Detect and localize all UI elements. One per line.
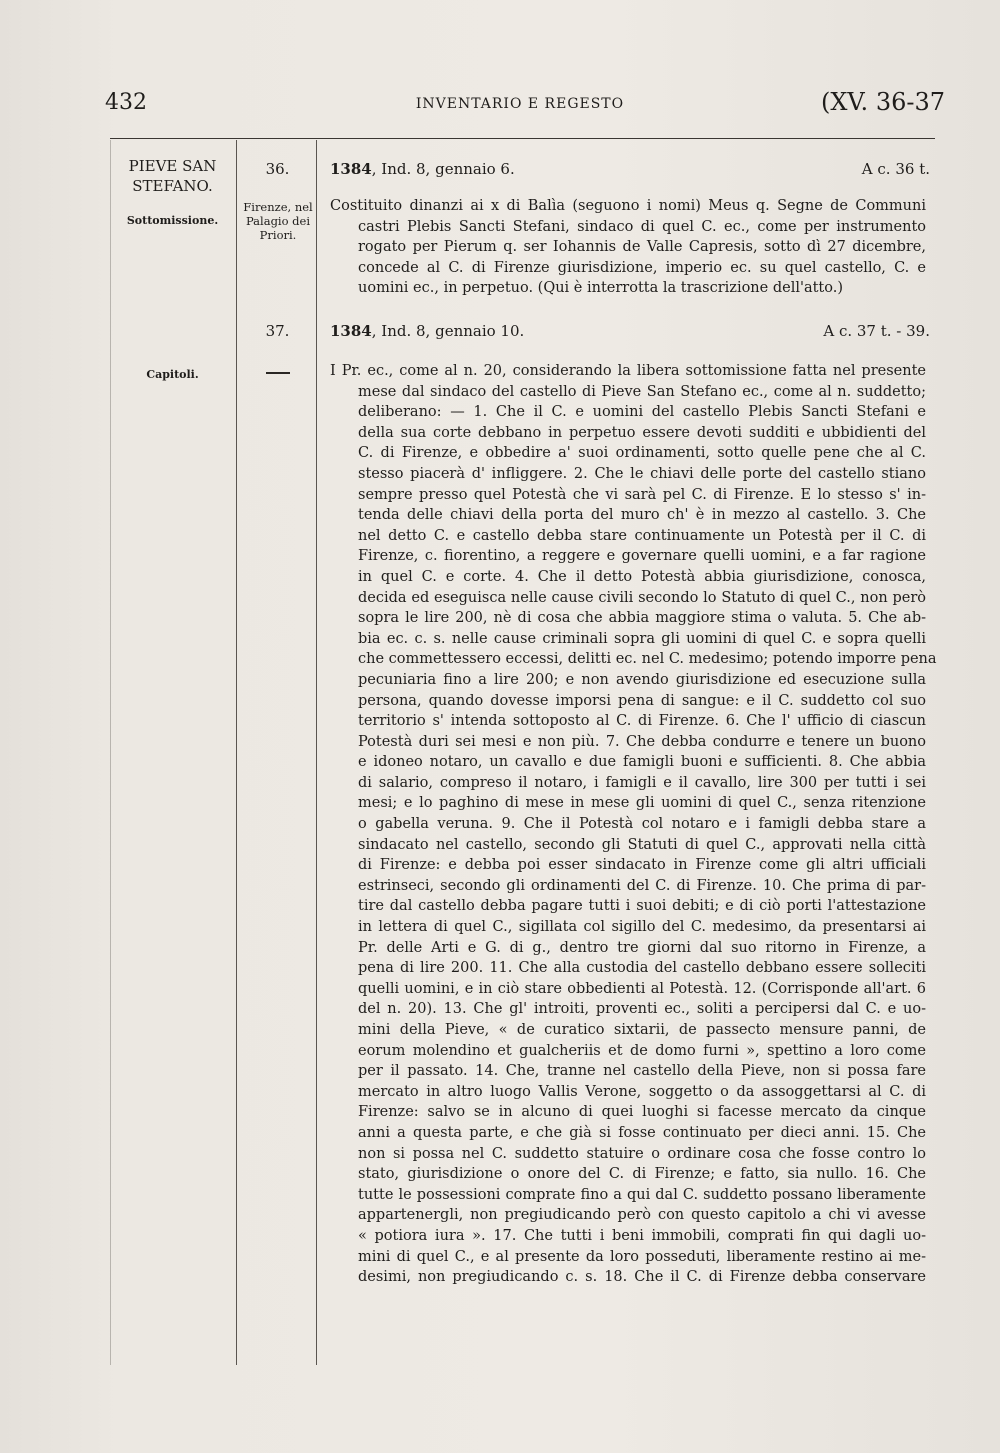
- entry-heading: [330, 160, 930, 178]
- text-line: Potestà duri sei mesi e non più. 7. Che debba condurre e tenere un buono: [358, 733, 926, 750]
- text-line: castri Plebis Sancti Stefani, sindaco di quel C. ec., come per instrumento: [358, 218, 926, 235]
- text-line: Pr. delle Arti e G. di g., dentro tre giorni dal suo ritorno in Firenze, a: [358, 939, 926, 956]
- text-line: decida ed eseguisca nelle cause civili secondo lo Statuto di quel C., non però: [358, 589, 926, 606]
- entry-number: 36.: [265, 160, 290, 178]
- text-line: « potiora iura ». 17. Che tutti i beni immobili, comprati fin qui dagli uo-: [358, 1227, 926, 1244]
- text-line: del n. 20). 13. Che gl' introiti, proventi ec., soliti a percipersi dal C. e uo-: [358, 1001, 926, 1018]
- text-line: rogato per Pierum q. ser Iohannis de Valle Capresis, sotto dì 27 dicembre,: [358, 239, 926, 256]
- text-line: Firenze, c. fiorentino, a reggere e governare quelli uomini, e a far ragione: [358, 548, 926, 565]
- text-line: estrinseci, secondo gli ordinamenti del C. di Firenze. 10. Che prima di par-: [358, 877, 926, 894]
- column-divider-outer: [110, 140, 111, 1365]
- text-line: sempre presso quel Potestà che vi sarà pel C. di Firenze. E lo stesso s' in-: [358, 486, 926, 503]
- text-line: mini di quel C., e al presente da loro posseduti, liberamente restino ai me-: [358, 1248, 926, 1265]
- margin-column: [110, 156, 235, 227]
- text-line: di salario, compreso il notaro, i famigli e il cavallo, lire 300 per tutti i sei: [358, 774, 926, 791]
- text-line: I Pr. ec., come al n. 20, considerando la libera sottomissione fatta nel presente: [330, 363, 926, 379]
- text-line: Firenze: salvo se in alcuno di quei luoghi si facesse mercato da cinque: [358, 1104, 926, 1121]
- entry-location: Firenze, nel Palagio dei Priori.: [243, 200, 313, 242]
- text-line: per il passato. 14. Che, tranne nel castello della Pieve, non si possa fare: [358, 1063, 926, 1080]
- entry-folio-ref: A c. 37 t. - 39.: [823, 322, 930, 340]
- text-line: anni a questa parte, e che già si fosse continuato per dieci anni. 15. Che: [358, 1124, 926, 1141]
- text-line: o gabella veruna. 9. Che il Potestà col notaro e i famigli debba stare a: [358, 816, 926, 833]
- text-line: stato, giurisdizione o onore del C. di Firenze; e fatto, sia nullo. 16. Che: [358, 1166, 926, 1183]
- text-line: tire dal castello debba pagare tutti i suoi debiti; e di ciò porti l'attestazione: [358, 898, 926, 915]
- text-line: pecuniaria fino a lire 200; e non avendo giurisdizione ed esecuzione sulla: [358, 671, 926, 688]
- text-line: in quel C. e corte. 4. Che il detto Potestà abbia giurisdizione, conosca,: [358, 568, 926, 585]
- text-line: appartenergli, non pregiudicando però con questo capitolo a chi vi avesse: [358, 1207, 926, 1224]
- text-line: non si possa nel C. suddetto statuire o ordinare cosa che fosse contro lo: [358, 1145, 926, 1162]
- text-line: deliberano: — 1. Che il C. e uomini del castello Plebis Sancti Stefani e: [358, 404, 926, 421]
- text-line: C. di Firenze, e obbedire a' suoi ordinamenti, sotto quelle pene che al C.: [358, 445, 926, 462]
- page-header: [105, 88, 945, 118]
- entry-year: 1384: [330, 160, 372, 178]
- topic-label: Sottomissione.: [126, 214, 219, 227]
- entry-text: [330, 196, 926, 299]
- text-line: nel detto C. e castello debba stare continuamente un Potestà per il C. di: [358, 527, 926, 544]
- text-line: tutte le possessioni comprate fino a qui dal C. suddetto possano liberamente: [358, 1186, 926, 1203]
- entry-heading: [330, 322, 930, 340]
- running-title: INVENTARIO E REGESTO: [415, 96, 625, 112]
- text-line: sopra le lire 200, nè di cosa che abbia maggiore stima o valuta. 5. Che ab-: [358, 610, 926, 627]
- entry-date: , Ind. 8, gennaio 6.: [371, 160, 515, 178]
- text-line: che commettessero eccessi, delitti ec. nel C. medesimo; potendo imporre pena: [358, 651, 937, 668]
- topic-label-2: Capitoli.: [146, 368, 199, 381]
- header-rule: [110, 138, 935, 139]
- place-name: PIEVE SAN STEFANO.: [128, 157, 217, 195]
- column-divider-left: [236, 140, 237, 1365]
- text-line: mese dal sindaco del castello di Pieve San Stefano ec., come al n. suddetto;: [358, 383, 926, 400]
- entry-year: 1384: [330, 322, 372, 340]
- text-line: e idoneo notaro, un cavallo e due famigli buoni e sufficienti. 8. Che abbia: [358, 754, 926, 771]
- text-line: quelli uomini, e in ciò stare obbedienti al Potestà. 12. (Corrisponde all'art. 6: [358, 980, 926, 997]
- text-line: mesi; e lo paghino di mese in mese gli uomini di quel C., senza ritenzione: [358, 795, 926, 812]
- text-line: bia ec. c. s. nelle cause criminali sopra gli uomini di quel C. e sopra quelli: [358, 630, 926, 647]
- page-number: 432: [105, 90, 147, 115]
- column-divider-middle: [316, 140, 317, 1365]
- text-line: eorum molendino et gualcheriis et de domo furni », spettino a loro come: [358, 1042, 926, 1059]
- section-reference: (XV. 36-37: [820, 88, 945, 116]
- text-line: territorio s' intenda sottoposto al C. di Firenze. 6. Che l' ufficio di ciascun: [358, 713, 926, 730]
- text-line: sindacato nel castello, secondo gli Statuti di quel C., approvati nella città: [358, 836, 926, 853]
- text-line: desimi, non pregiudicando c. s. 18. Che il C. di Firenze debba conservare: [358, 1269, 926, 1286]
- text-line: Costituito dinanzi ai x di Balìa (seguono i nomi) Meus q. Segne de Communi: [330, 198, 926, 214]
- text-line: pena di lire 200. 11. Che alla custodia del castello debbano essere solleciti: [358, 960, 926, 977]
- text-line: concede al C. di Firenze giurisdizione, imperio ec. su quel castello, C. e: [358, 259, 926, 276]
- text-line: persona, quando dovesse imporsi pena di sangue: e il C. suddetto col suo: [358, 692, 926, 709]
- text-line: mercato in altro luogo Vallis Verone, soggetto o da assoggettarsi al C. di: [358, 1083, 926, 1100]
- text-line: della sua corte debbano in perpetuo essere devoti sudditi e ubbidienti del: [358, 424, 926, 441]
- text-line: uomini ec., in perpetuo. (Qui è interrotta la trascrizione dell'atto.): [358, 280, 843, 297]
- text-line: di Firenze: e debba poi esser sindacato in Firenze come gli altri ufficiali: [358, 857, 926, 874]
- entry-folio-ref: A c. 36 t.: [861, 160, 930, 178]
- location-dash: [266, 372, 290, 374]
- text-line: stesso piacerà d' infliggere. 2. Che le chiavi delle porte del castello stiano: [358, 465, 926, 482]
- entry-number: 37.: [265, 322, 290, 340]
- text-line: in lettera di quel C., sigillata col sigillo del C. medesimo, da presentarsi ai: [358, 919, 926, 936]
- text-line: mini della Pieve, « de curatico sixtarii, de passecto mensure panni, de: [358, 1022, 926, 1038]
- text-line: tenda delle chiavi della porta del muro ch' è in mezzo al castello. 3. Che: [358, 507, 926, 524]
- entry-text: [330, 361, 937, 1288]
- entry-date: , Ind. 8, gennaio 10.: [371, 322, 525, 340]
